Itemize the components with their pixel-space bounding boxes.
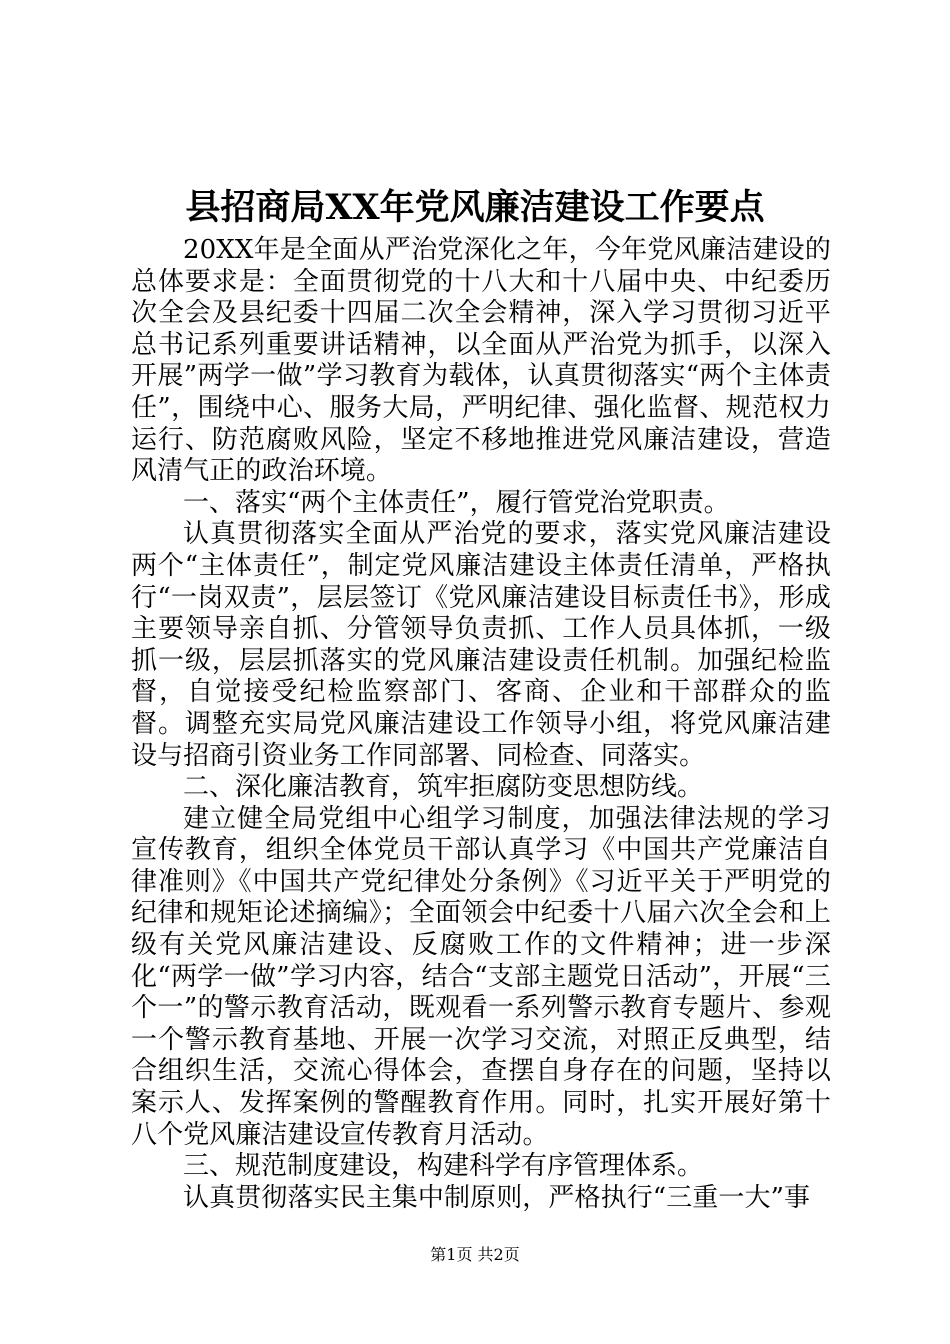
page-number-footer: 第1页 共2页 xyxy=(430,1245,520,1264)
document-body xyxy=(131,235,831,1214)
paragraph-section-2: 建立健全局党组中心组学习制度，加强法律法规的学习宣传教育，组织全体党员干部认真学习《中国共产党廉洁自律准则》《中国共产党纪律处分条例》《习近平关于严明党的纪律和规矩论述摘编》；全面领会中纪委十八届六次全会和上级有关党风廉洁建设、反腐败工作的文件精神；进一步深化“两学一做”学习内容，结合“支部主题党日活动”，开展“三个一”的警示教育活动，既观看一系列警示教育专题片、参观一个警示教育基地、开展一次学习交流，对照正反典型，结合组织生活，交流心得体会，查摆自身存在的问题，坚持以案示人、发挥案例的警醒教育作用。同时，扎实开展好第十八个党风廉洁建设宣传教育月活动。 xyxy=(131,803,831,1150)
section-heading-3: 三、规范制度建设，构建科学有序管理体系。 xyxy=(183,1151,704,1182)
paragraph-intro: 20XX年是全面从严治党深化之年，今年党风廉洁建设的总体要求是：全面贯彻党的十八大和十八届中央、中纪委历次全会及县纪委十四届二次全会精神，深入学习贯彻习近平总书记系列重要讲话精神，以全面从严治党为抓手，以深入开展”两学一做”学习教育为载体，认真贯彻落实“两个主体责任”，围绕中心、服务大局，严明纪律、强化监督、规范权力运行、防范腐败风险，坚定不移地推进党风廉洁建设，营造风清气正的政治环境。 xyxy=(131,235,831,487)
section-heading-1: 一、落实“两个主体责任”，履行管党治党职责。 xyxy=(183,487,730,518)
document-title: 县招商局XX年党风廉洁建设工作要点 xyxy=(185,187,765,228)
paragraph-section-3: 认真贯彻落实民主集中制原则，严格执行“三重一大”事 xyxy=(183,1182,811,1213)
paragraph-section-1: 认真贯彻落实全面从严治党的要求，落实党风廉洁建设两个“主体责任”，制定党风廉洁建设主体责任清单，严格执行“一岗双责”，层层签订《党风廉洁建设目标责任书》，形成主要领导亲自抓、分管领导负责抓、工作人员具体抓，一级抓一级，层层抓落实的党风廉洁建设责任机制。加强纪检监督，自觉接受纪检监察部门、客商、企业和干部群众的监督。调整充实局党风廉洁建设工作领导小组，将党风廉洁建设与招商引资业务工作同部署、同检查、同落实。 xyxy=(131,519,831,771)
section-heading-2: 二、深化廉洁教育，筑牢拒腐防变思想防线。 xyxy=(183,772,704,803)
